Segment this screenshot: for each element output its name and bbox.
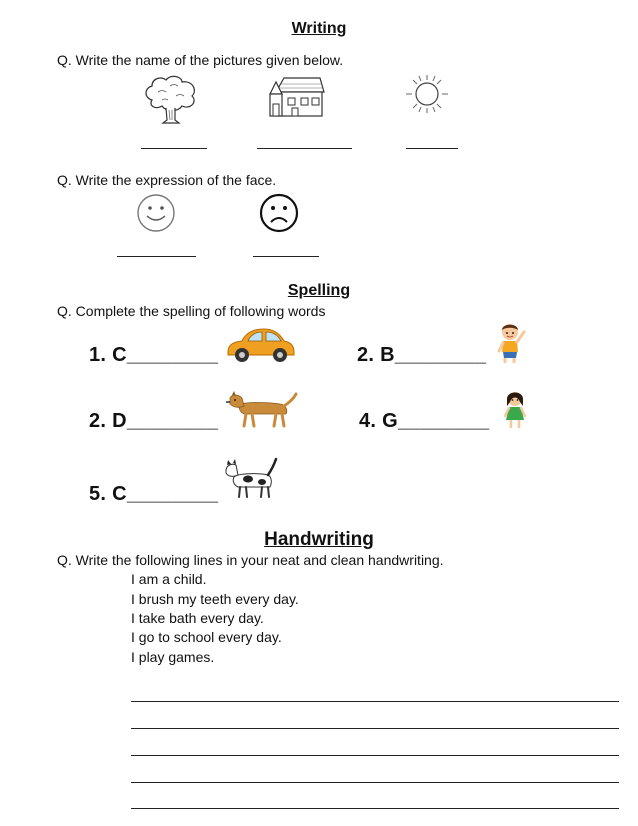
answer-blank-sad[interactable] (253, 256, 319, 257)
spelling-item-5[interactable]: 5. C________ (89, 483, 219, 505)
writing-rule-3[interactable] (131, 755, 619, 756)
spelling-question: Q. Complete the spelling of following words (57, 303, 326, 319)
handwriting-line-4: I go to school every day. (131, 629, 282, 645)
sun-icon (401, 72, 453, 116)
writing-heading: Writing (291, 20, 347, 37)
spelling-item-4[interactable]: 4. G________ (359, 410, 490, 432)
writing-rule-5[interactable] (131, 808, 619, 809)
girl-icon (500, 390, 530, 430)
writing-rule-2[interactable] (131, 728, 619, 729)
spelling-item-3[interactable]: 2. D________ (89, 410, 219, 432)
writing-question-2: Q. Write the expression of the face. (57, 172, 277, 188)
handwriting-line-2: I brush my teeth every day. (131, 591, 299, 607)
writing-rule-1[interactable] (131, 701, 619, 702)
spelling-item-2[interactable]: 2. B________ (357, 344, 487, 366)
dog-icon (224, 390, 298, 430)
tree-icon (140, 72, 202, 124)
sad-face-icon (258, 192, 300, 234)
car-icon (224, 326, 296, 364)
happy-face-icon (135, 192, 177, 234)
spelling-heading: Spelling (287, 282, 351, 299)
writing-question-1: Q. Write the name of the pictures given below. (57, 52, 344, 68)
answer-blank-happy[interactable] (117, 256, 196, 257)
cat-icon (224, 455, 282, 501)
answer-blank-sun[interactable] (406, 148, 458, 149)
answer-blank-tree[interactable] (141, 148, 207, 149)
handwriting-line-5: I play games. (131, 649, 215, 665)
handwriting-heading: Handwriting (264, 529, 374, 550)
handwriting-question: Q. Write the following lines in your neat and clean handwriting. (57, 552, 444, 568)
boy-icon (494, 322, 528, 364)
writing-rule-4[interactable] (131, 782, 619, 783)
house-icon (268, 74, 326, 118)
handwriting-line-3: I take bath every day. (131, 610, 264, 626)
handwriting-line-1: I am a child. (131, 571, 207, 587)
spelling-item-1[interactable]: 1. C________ (89, 344, 219, 366)
answer-blank-house[interactable] (257, 148, 352, 149)
